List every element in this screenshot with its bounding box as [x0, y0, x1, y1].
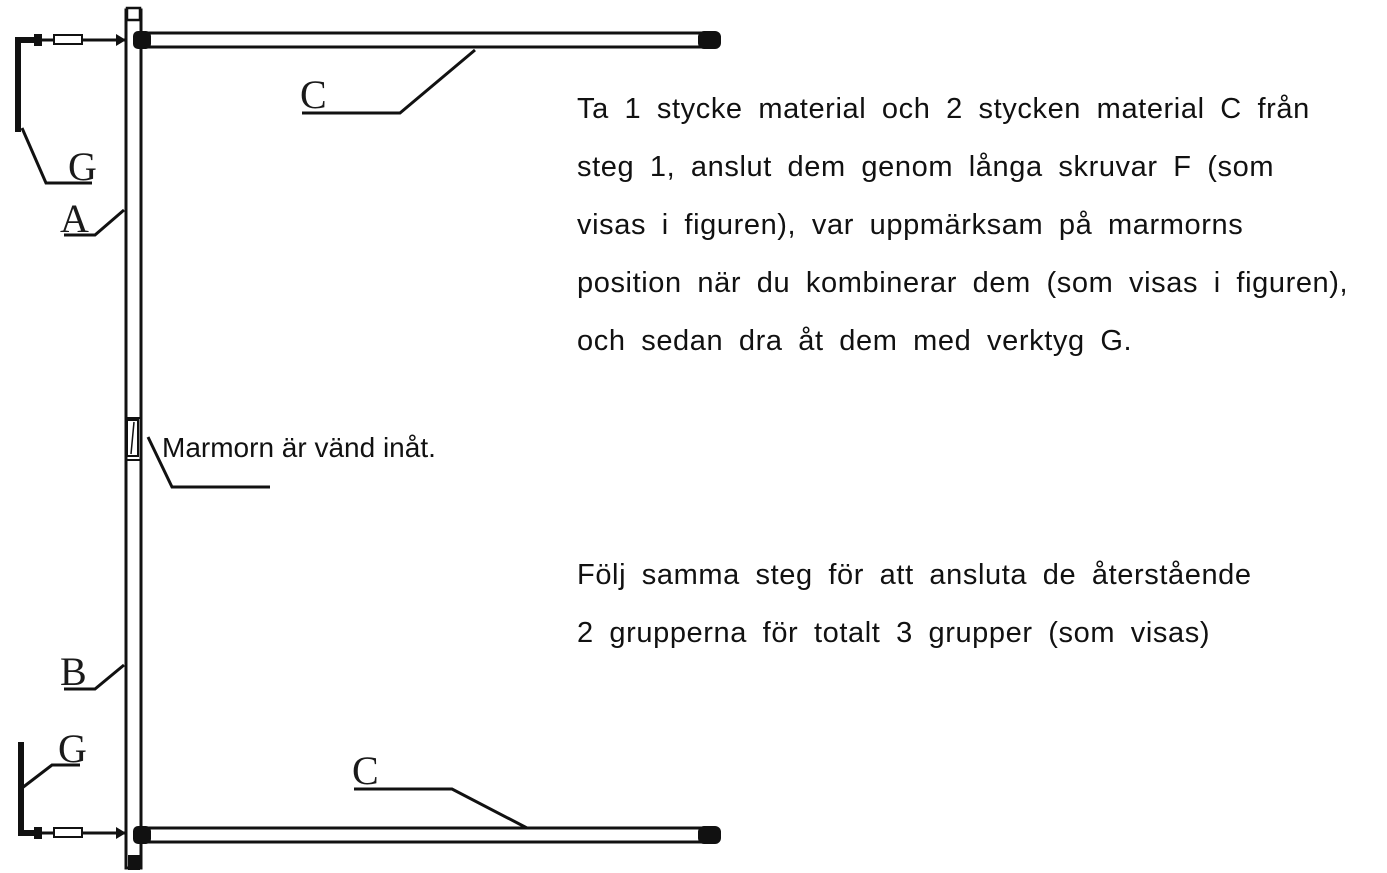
leader-c-bottom — [354, 789, 527, 828]
marble-orientation-note: Marmorn är vänd inåt. — [162, 432, 436, 463]
top-tool-g — [18, 40, 42, 132]
label-b: B — [60, 649, 87, 694]
instruction-line: steg 1, anslut dem genom långa skruvar F (som — [577, 151, 1275, 183]
instruction-line: Ta 1 stycke material och 2 stycken material C från — [577, 93, 1310, 125]
label-c-top: C — [300, 72, 327, 117]
marble-indicator — [127, 420, 138, 456]
instruction-line: Följ samma steg för att ansluta de återstående — [577, 559, 1252, 591]
instruction-line: och sedan dra åt dem med verktyg G. — [577, 325, 1133, 357]
top-long-screw — [34, 34, 126, 46]
top-horizontal-bar — [133, 31, 721, 49]
instruction-line: position när du kombinerar dem (som visas i figuren), — [577, 267, 1349, 299]
instruction-line: visas i figuren), var uppmärksam på marmorns — [577, 209, 1244, 241]
leader-c-top — [302, 50, 475, 113]
label-a: A — [60, 196, 89, 241]
label-g-top: G — [68, 144, 97, 189]
label-g-bottom: G — [58, 726, 87, 771]
bottom-horizontal-bar — [133, 826, 721, 844]
bottom-long-screw — [34, 827, 126, 839]
repeat-instructions — [577, 546, 1377, 662]
assembly-instructions — [577, 80, 1377, 370]
instruction-line: 2 grupperna för totalt 3 grupper (som visas) — [577, 617, 1211, 649]
label-c-bottom: C — [352, 748, 379, 793]
